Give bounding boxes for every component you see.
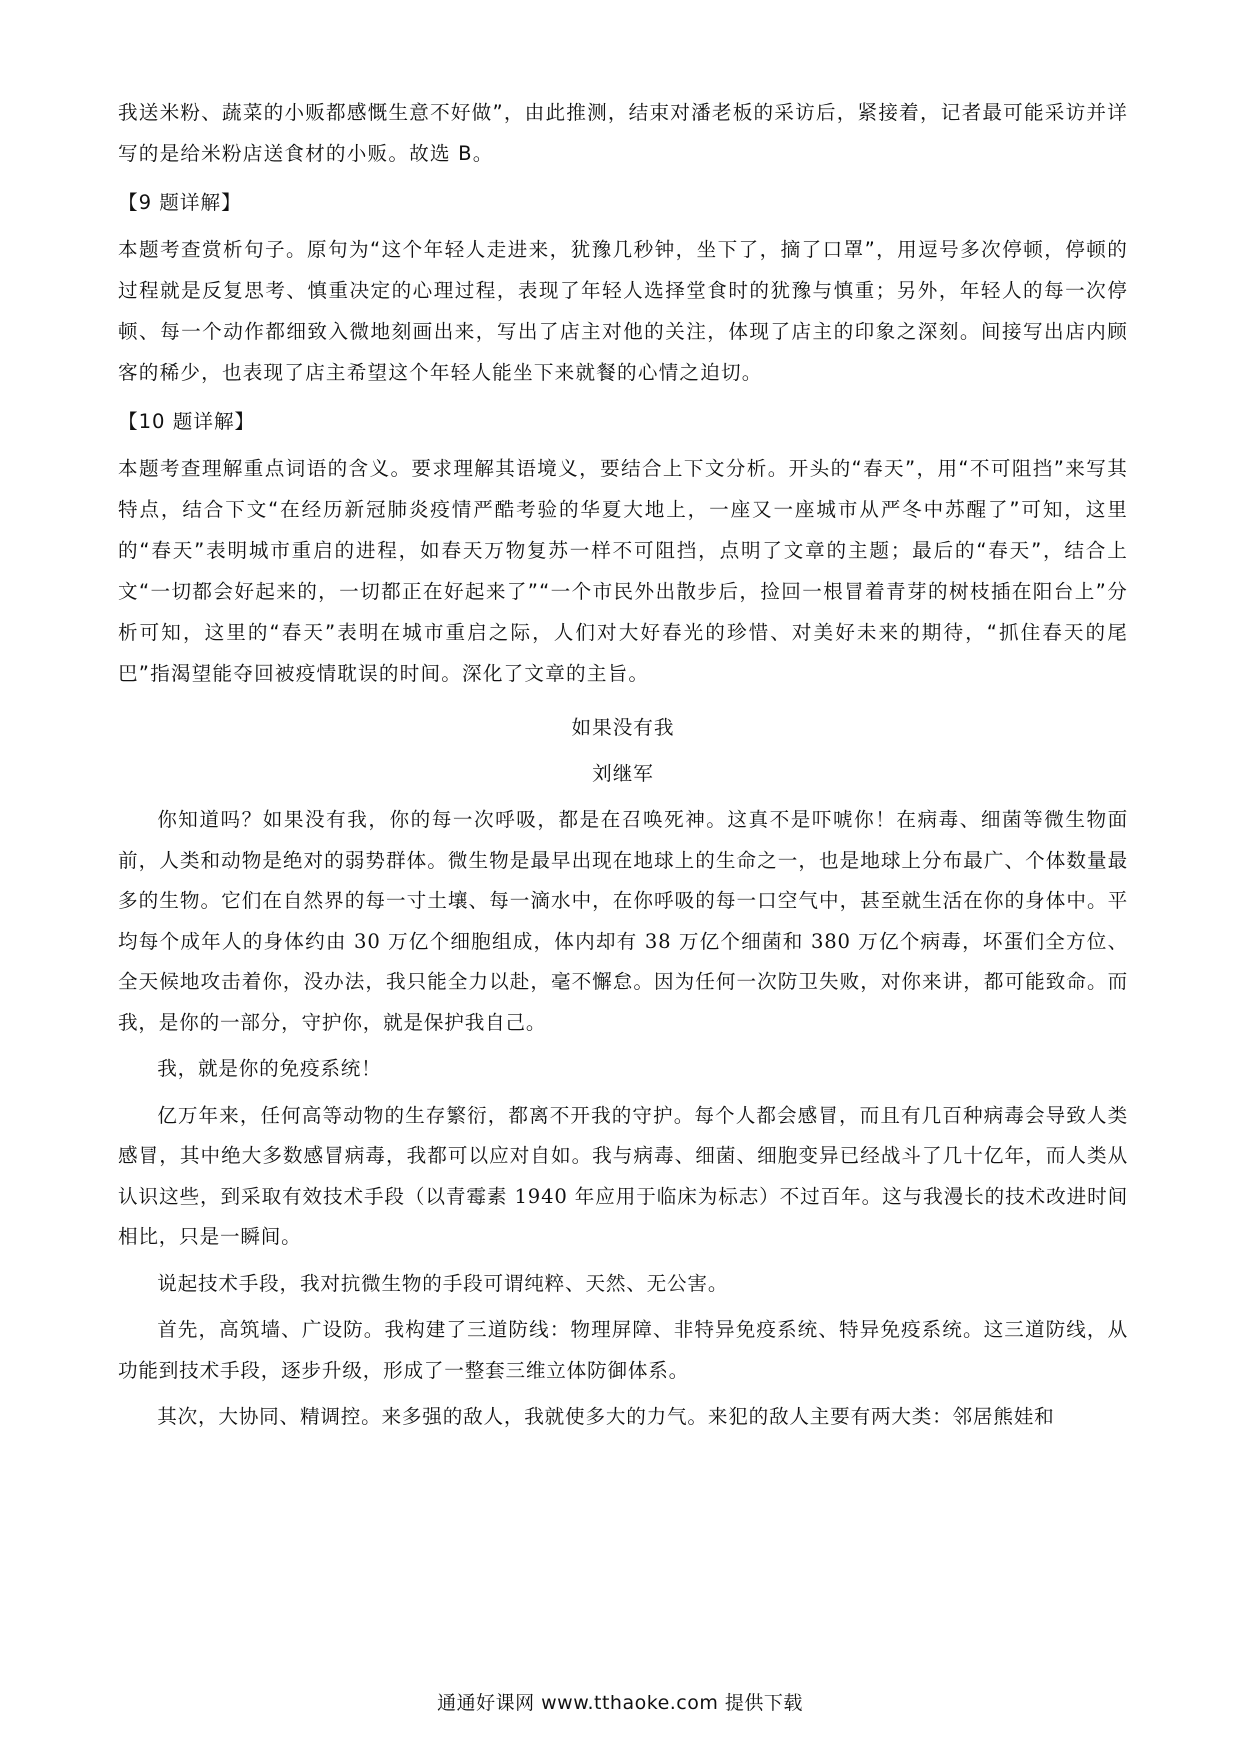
page-content — [118, 92, 1128, 1438]
article-paragraph: 你知道吗？如果没有我，你的每一次呼吸，都是在召唤死神。这真不是吓唬你！在病毒、细菌等微生物面前，人类和动物是绝对的弱势群体。微生物是最早出现在地球上的生命之一，也是地球上分布最广、个体数量最多的生物。它们在自然界的每一寸土壤、每一滴水中，在你呼吸的每一口空气中，甚至就生活在你的身体中。平均每个成年人的身体约由 30 万亿个细胞组成，体内却有 38 万亿个细菌和 380 万亿个病毒，坏蛋们全方位、全天候地攻击着你，没办法，我只能全力以赴，毫不懈怠。因为任何一次防卫失败，对你来讲，都可能致命。而我，是你的一部分，守护你，就是保护我自己。 — [118, 808, 1128, 1034]
q9-explanation: 本题考查赏析句子。原句为“这个年轻人走进来，犹豫几秒钟，坐下了，摘了口罩”，用逗号多次停顿，停顿的过程就是反复思考、慎重决定的心理过程，表现了年轻人选择堂食时的犹豫与慎重；另外，年轻人的每一次停顿、每一个动作都细致入微地刻画出来，写出了店主对他的关注，体现了店主的印象之深刻。间接写出店内顾客的稀少，也表现了店主希望这个年轻人能坐下来就餐的心情之迫切。 — [118, 238, 1128, 384]
article-paragraph: 说起技术手段，我对抗微生物的手段可谓纯粹、天然、无公害。 — [157, 1271, 729, 1295]
q9-heading: 【9 题详解】 — [118, 191, 242, 214]
q10-explanation: 本题考查理解重点词语的含义。要求理解其语境义，要结合上下文分析。开头的“春天”，用“不可阻挡”来写其特点，结合下文“在经历新冠肺炎疫情严酷考验的华夏大地上，一座又一座城市从严冬中苏醒了”可知，这里的“春天”表明城市重启的进程，如春天万物复苏一样不可阻挡，点明了文章的主题；最后的“春天”，结合上文“一切都会好起来的，一切都正在好起来了”“一个市民外出散步后，捡回一根冒着青芽的树枝插在阳台上”分析可知，这里的“春天”表明在城市重启之际，人们对大好春光的珍惜、对美好未来的期待，“抓住春天的尾巴”指渴望能夺回被疫情耽误的时间。深化了文章的主旨。 — [118, 457, 1128, 685]
article-title: 如果没有我 — [571, 716, 675, 739]
article-author: 刘继军 — [592, 762, 654, 785]
article-paragraph: 亿万年来，任何高等动物的生存繁衍，都离不开我的守护。每个人都会感冒，而且有几百种病毒会导致人类感冒，其中绝大多数感冒病毒，我都可以应对自如。我与病毒、细菌、细胞变异已经战斗了几十亿年，而人类从认识这些，到采取有效技术手段（以青霉素 1940 年应用于临床为标志）不过百年。这与我漫长的技术改进时间相比，只是一瞬间。 — [118, 1103, 1128, 1248]
article-paragraph: 我，就是你的免疫系统！ — [157, 1057, 382, 1080]
page-footer: 通通好课网 www.tthaoke.com 提供下载 — [437, 1692, 803, 1714]
article-paragraph: 其次，大协同、精调控。来多强的敌人，我就使多大的力气。来犯的敌人主要有两大类：邻居熊娃和 — [157, 1405, 1055, 1428]
q10-heading: 【10 题详解】 — [118, 410, 256, 433]
answer-continuation: 我送米粉、蔬菜的小贩都感慨生意不好做”，由此推测，结束对潘老板的采访后，紧接着，记者最可能采访并详写的是给米粉店送食材的小贩。故选 B。 — [118, 101, 1128, 165]
article-paragraph: 首先，高筑墙、广设防。我构建了三道防线：物理屏障、非特异免疫系统、特异免疫系统。这三道防线，从功能到技术手段，逐步升级，形成了一整套三维立体防御体系。 — [118, 1318, 1128, 1382]
